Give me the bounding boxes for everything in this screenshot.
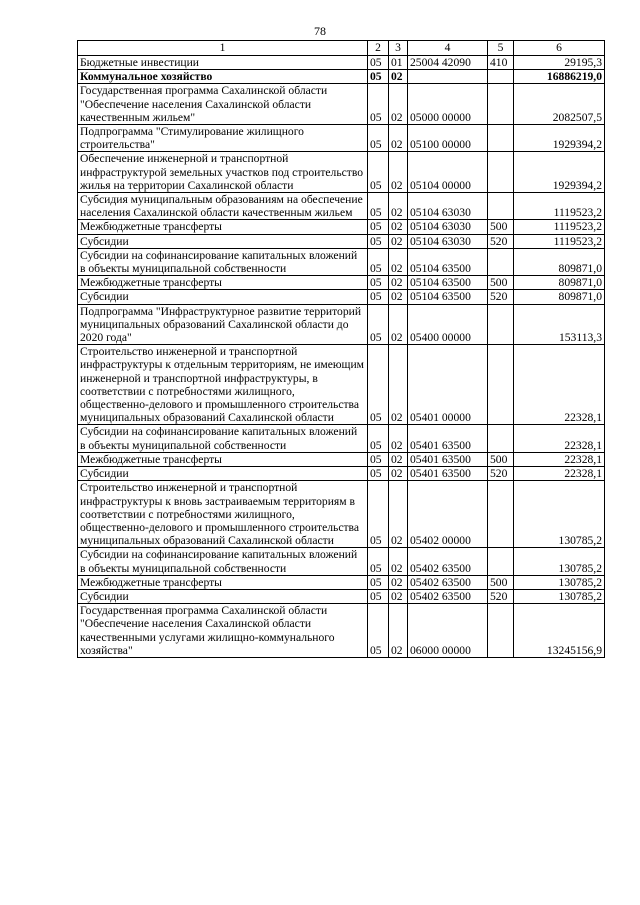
section-code-cell: 05 [368, 152, 389, 193]
target-code-cell: 05104 63030 [408, 193, 488, 220]
target-code-cell: 05104 63030 [408, 220, 488, 234]
subsection-code-cell: 02 [389, 604, 408, 658]
section-code-cell: 05 [368, 276, 389, 290]
table-row [78, 248, 605, 275]
amount-cell: 2082507,5 [514, 84, 605, 125]
table-row [78, 220, 605, 234]
target-code-cell: 05104 63030 [408, 234, 488, 248]
section-code-cell: 05 [368, 125, 389, 152]
expense-type-cell: 520 [488, 290, 514, 304]
subsection-code-cell: 02 [389, 290, 408, 304]
row-name-cell: Субсидии на софинансирование капитальных вложений в объекты муниципальной собственности [78, 548, 368, 575]
amount-cell: 13245156,9 [514, 604, 605, 658]
amount-cell: 22328,1 [514, 345, 605, 425]
section-code-cell: 05 [368, 589, 389, 603]
target-code-cell: 05000 00000 [408, 84, 488, 125]
target-code-cell: 05402 63500 [408, 548, 488, 575]
expense-type-cell: 520 [488, 589, 514, 603]
amount-cell: 130785,2 [514, 481, 605, 548]
target-code-cell: 05104 63500 [408, 276, 488, 290]
section-code-cell: 05 [368, 248, 389, 275]
section-code-cell: 05 [368, 425, 389, 452]
section-code-cell: 05 [368, 575, 389, 589]
row-name-cell: Строительство инженерной и транспортной инфраструктуры к вновь застраиваемым территориям в соответствии с потребностями жилищного, общественно-делового и промышленного строительства муниципальных образований Сахалинской области [78, 481, 368, 548]
amount-cell: 22328,1 [514, 452, 605, 466]
expense-type-cell: 410 [488, 56, 514, 70]
target-code-cell: 05402 00000 [408, 481, 488, 548]
table-row [78, 84, 605, 125]
row-name-cell: Государственная программа Сахалинской области "Обеспечение населения Сахалинской области качественным жильем" [78, 84, 368, 125]
row-name-cell: Обеспечение инженерной и транспортной инфраструктурой земельных участков под строительство жилья на территории Сахалинской области [78, 152, 368, 193]
expense-type-cell [488, 125, 514, 152]
header-cell: 3 [389, 41, 408, 56]
amount-cell: 1119523,2 [514, 193, 605, 220]
row-name-cell: Субсидии [78, 234, 368, 248]
table-row [78, 304, 605, 345]
amount-cell: 1119523,2 [514, 220, 605, 234]
section-code-cell: 05 [368, 548, 389, 575]
row-name-cell: Межбюджетные трансферты [78, 575, 368, 589]
row-name-cell: Бюджетные инвестиции [78, 56, 368, 70]
expense-type-cell: 500 [488, 220, 514, 234]
section-code-cell: 05 [368, 604, 389, 658]
target-code-cell: 05401 63500 [408, 467, 488, 481]
amount-cell: 1929394,2 [514, 125, 605, 152]
subsection-code-cell: 02 [389, 481, 408, 548]
row-name-cell: Субсидии на софинансирование капитальных вложений в объекты муниципальной собственности [78, 248, 368, 275]
expense-type-cell [488, 604, 514, 658]
target-code-cell: 05402 63500 [408, 575, 488, 589]
section-code-cell: 05 [368, 234, 389, 248]
amount-cell: 809871,0 [514, 248, 605, 275]
row-name-cell: Межбюджетные трансферты [78, 452, 368, 466]
section-code-cell: 05 [368, 220, 389, 234]
expense-type-cell [488, 345, 514, 425]
subsection-code-cell: 02 [389, 234, 408, 248]
subsection-code-cell: 02 [389, 220, 408, 234]
expense-type-cell: 500 [488, 452, 514, 466]
table-row [78, 575, 605, 589]
row-name-cell: Межбюджетные трансферты [78, 220, 368, 234]
target-code-cell: 05402 63500 [408, 589, 488, 603]
expense-type-cell: 520 [488, 234, 514, 248]
subsection-code-cell: 02 [389, 125, 408, 152]
expense-type-cell [488, 152, 514, 193]
target-code-cell: 05104 63500 [408, 290, 488, 304]
amount-cell: 130785,2 [514, 589, 605, 603]
table-row [78, 345, 605, 425]
table-row [78, 56, 605, 70]
header-cell: 5 [488, 41, 514, 56]
expense-type-cell [488, 548, 514, 575]
table-row [78, 604, 605, 658]
subsection-code-cell: 02 [389, 193, 408, 220]
section-code-cell: 05 [368, 304, 389, 345]
row-name-cell: Межбюджетные трансферты [78, 276, 368, 290]
amount-cell: 29195,3 [514, 56, 605, 70]
expense-type-cell [488, 481, 514, 548]
page-number: 78 [314, 24, 326, 38]
expense-type-cell [488, 84, 514, 125]
table-row [78, 548, 605, 575]
amount-cell: 1119523,2 [514, 234, 605, 248]
row-name-cell: Коммунальное хозяйство [78, 70, 368, 84]
subsection-code-cell: 02 [389, 548, 408, 575]
target-code-cell: 25004 42090 [408, 56, 488, 70]
expense-type-cell: 520 [488, 467, 514, 481]
target-code-cell: 05401 63500 [408, 425, 488, 452]
expense-type-cell [488, 304, 514, 345]
row-name-cell: Субсидии [78, 467, 368, 481]
amount-cell: 809871,0 [514, 290, 605, 304]
amount-cell: 130785,2 [514, 548, 605, 575]
table-row [78, 452, 605, 466]
table-row [78, 193, 605, 220]
target-code-cell: 05400 00000 [408, 304, 488, 345]
section-code-cell: 05 [368, 345, 389, 425]
row-name-cell: Подпрограмма "Инфраструктурное развитие территорий муниципальных образований Сахалинской области до 2020 года" [78, 304, 368, 345]
row-name-cell: Государственная программа Сахалинской области "Обеспечение населения Сахалинской области качественными услугами жилищно-коммунального хозяйства" [78, 604, 368, 658]
target-code-cell: 05401 00000 [408, 345, 488, 425]
target-code-cell: 05104 63500 [408, 248, 488, 275]
section-code-cell: 05 [368, 467, 389, 481]
target-code-cell: 05401 63500 [408, 452, 488, 466]
section-code-cell: 05 [368, 84, 389, 125]
section-code-cell: 05 [368, 290, 389, 304]
target-code-cell: 05100 00000 [408, 125, 488, 152]
section-code-cell: 05 [368, 56, 389, 70]
table-row [78, 481, 605, 548]
expense-type-cell [488, 425, 514, 452]
table-row [78, 234, 605, 248]
subsection-code-cell: 02 [389, 425, 408, 452]
amount-cell: 22328,1 [514, 467, 605, 481]
subsection-code-cell: 02 [389, 70, 408, 84]
row-name-cell: Субсидии на софинансирование капитальных вложений в объекты муниципальной собственности [78, 425, 368, 452]
header-cell: 2 [368, 41, 389, 56]
table-row [78, 70, 605, 84]
amount-cell: 809871,0 [514, 276, 605, 290]
subsection-code-cell: 02 [389, 152, 408, 193]
target-code-cell: 06000 00000 [408, 604, 488, 658]
table-row [78, 589, 605, 603]
target-code-cell: 05104 00000 [408, 152, 488, 193]
table-row [78, 290, 605, 304]
header-cell: 6 [514, 41, 605, 56]
subsection-code-cell: 02 [389, 304, 408, 345]
subsection-code-cell: 02 [389, 575, 408, 589]
subsection-code-cell: 02 [389, 589, 408, 603]
section-code-cell: 05 [368, 193, 389, 220]
row-name-cell: Подпрограмма "Стимулирование жилищного строительства" [78, 125, 368, 152]
section-code-cell: 05 [368, 452, 389, 466]
subsection-code-cell: 02 [389, 467, 408, 481]
amount-cell: 22328,1 [514, 425, 605, 452]
expense-type-cell [488, 248, 514, 275]
section-code-cell: 05 [368, 70, 389, 84]
table-header-row [78, 41, 605, 56]
table-row [78, 467, 605, 481]
amount-cell: 1929394,2 [514, 152, 605, 193]
row-name-cell: Субсидия муниципальным образованиям на обеспечение населения Сахалинской области качественным жильем [78, 193, 368, 220]
subsection-code-cell: 02 [389, 276, 408, 290]
table-row [78, 276, 605, 290]
budget-table [77, 40, 605, 658]
subsection-code-cell: 01 [389, 56, 408, 70]
subsection-code-cell: 02 [389, 84, 408, 125]
section-code-cell: 05 [368, 481, 389, 548]
target-code-cell [408, 70, 488, 84]
amount-cell: 16886219,0 [514, 70, 605, 84]
row-name-cell: Строительство инженерной и транспортной инфраструктуры к отдельным территориям, не имеющим инженерной и транспортной инфраструктуры, в соответствии с потребностями жилищного, общественно-делового и промышленного строительства муниципальных образований Сахалинской области [78, 345, 368, 425]
amount-cell: 130785,2 [514, 575, 605, 589]
table-row [78, 152, 605, 193]
expense-type-cell [488, 70, 514, 84]
header-cell: 4 [408, 41, 488, 56]
amount-cell: 153113,3 [514, 304, 605, 345]
row-name-cell: Субсидии [78, 290, 368, 304]
subsection-code-cell: 02 [389, 345, 408, 425]
subsection-code-cell: 02 [389, 452, 408, 466]
row-name-cell: Субсидии [78, 589, 368, 603]
expense-type-cell: 500 [488, 575, 514, 589]
header-cell: 1 [78, 41, 368, 56]
table-row [78, 125, 605, 152]
table-row [78, 425, 605, 452]
subsection-code-cell: 02 [389, 248, 408, 275]
expense-type-cell [488, 193, 514, 220]
expense-type-cell: 500 [488, 276, 514, 290]
